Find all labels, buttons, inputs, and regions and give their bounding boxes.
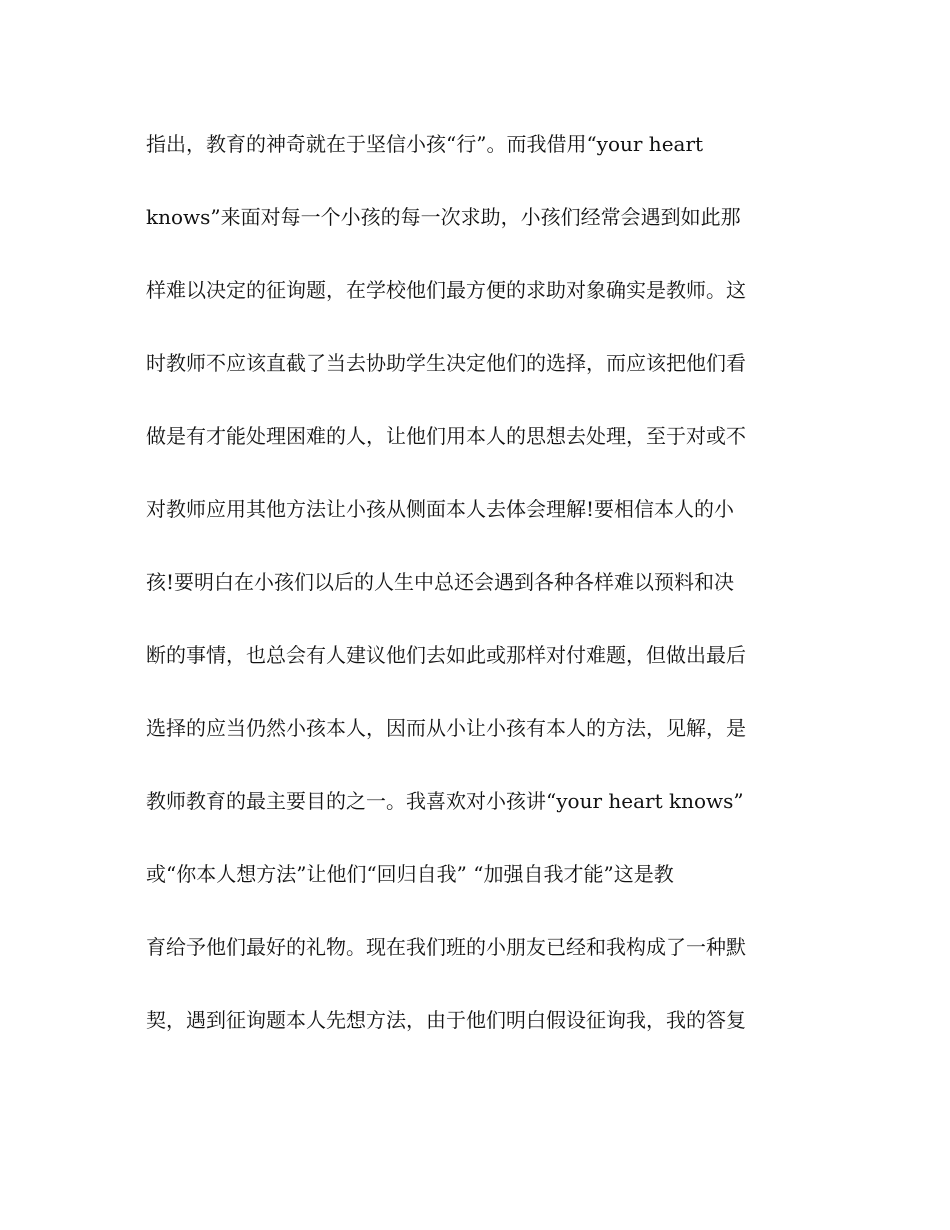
- text-line: 指出，教育的神奇就在于坚信小孩“行”。而我借用“your heart: [146, 132, 704, 156]
- text-line: 样难以决定的征询题，在学校他们最方便的求助对象确实是教师。这: [146, 278, 746, 302]
- text-line: 教师教育的最主要目的之一。我喜欢对小孩讲“your heart knows”: [146, 789, 744, 813]
- text-line: 断的事情，也总会有人建议他们去如此或那样对付难题，但做出最后: [146, 643, 746, 667]
- text-line: 孩!要明白在小孩们以后的人生中总还会遇到各种各样难以预料和决: [146, 570, 735, 594]
- text-line: 选择的应当仍然小孩本人，因而从小让小孩有本人的方法，见解，是: [146, 716, 746, 740]
- text-line: 育给予他们最好的礼物。现在我们班的小朋友已经和我构成了一种默: [146, 935, 746, 959]
- text-line: 时教师不应该直截了当去协助学生决定他们的选择，而应该把他们看: [146, 351, 746, 375]
- text-line: 契，遇到征询题本人先想方法，由于他们明白假设征询我，我的答复: [146, 1008, 746, 1032]
- text-line: 做是有才能处理困难的人，让他们用本人的思想去处理，至于对或不: [146, 424, 746, 448]
- body-text: [146, 126, 806, 1075]
- text-line: knows”来面对每一个小孩的每一次求助，小孩们经常会遇到如此那: [146, 205, 741, 229]
- text-line: 对教师应用其他方法让小孩从侧面本人去体会理解!要相信本人的小: [146, 497, 735, 521]
- text-line: 或“你本人想方法”让他们“回归自我” “加强自我才能”这是教: [146, 862, 674, 886]
